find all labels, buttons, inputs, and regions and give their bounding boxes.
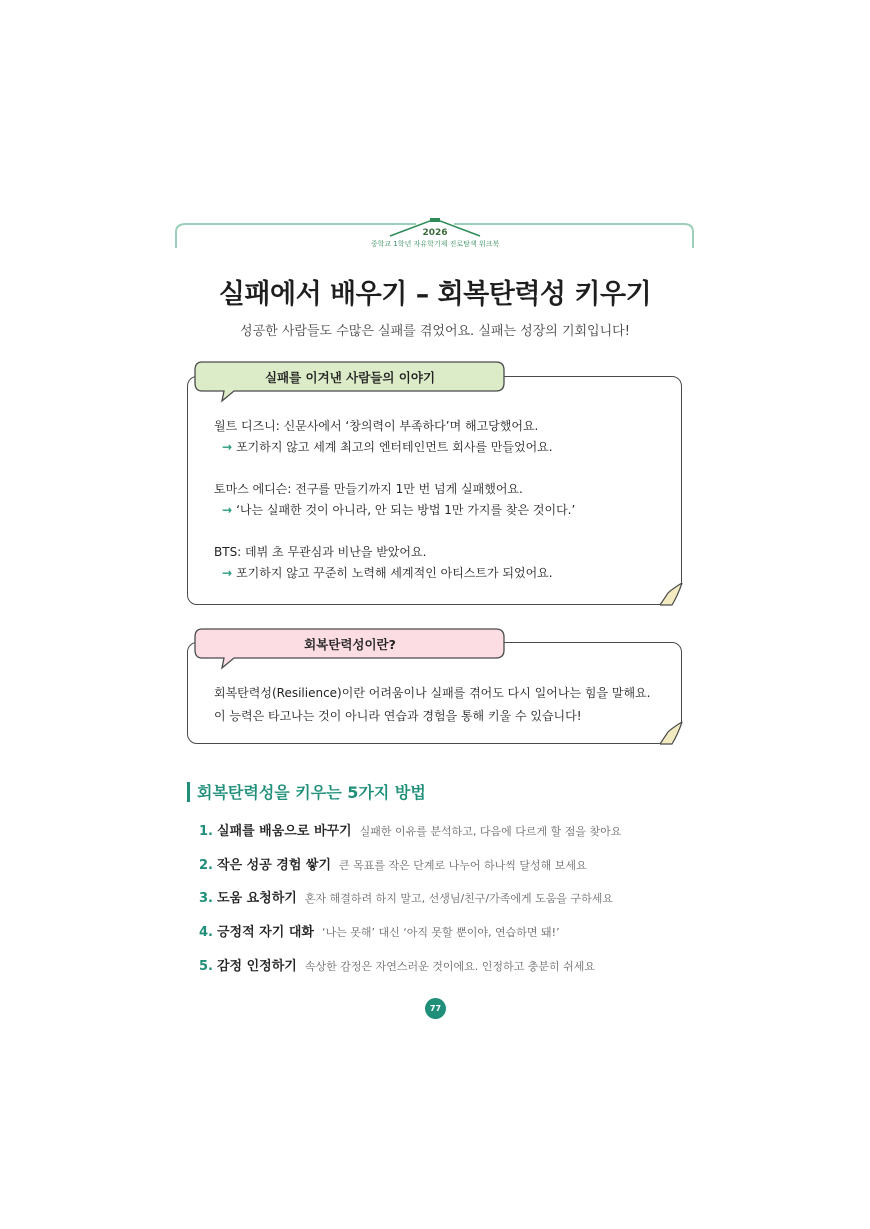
tip-description: 속상한 감정은 자연스러운 것이에요. 인정하고 충분히 쉬세요 xyxy=(304,960,595,973)
stories-tab-label: 실패를 이겨낸 사람들의 이야기 xyxy=(264,370,436,385)
definition-text xyxy=(214,682,650,728)
story-line: 토마스 에디슨: 전구를 만들기까지 1만 번 넘게 실패했어요. xyxy=(214,482,523,496)
story-result-text: 포기하지 않고 꾸준히 노력해 세계적인 아티스트가 되었어요. xyxy=(236,566,553,580)
arrow-icon: → xyxy=(222,566,233,580)
definition-line: 회복탄력성(Resilience)이란 어려움이나 실패를 겪어도 다시 일어나는 힘을 말해요. xyxy=(214,686,651,700)
story-item xyxy=(214,542,575,584)
tip-title: 실패를 배움으로 바꾸기 xyxy=(216,824,352,839)
tip-title: 감정 인정하기 xyxy=(216,959,297,974)
tip-description: 실패한 이유를 분석하고, 다음에 다르게 할 점을 찾아요 xyxy=(359,825,622,838)
tip-item xyxy=(199,854,587,873)
story-result-text: 포기하지 않고 세계 최고의 엔터테인먼트 회사를 만들었어요. xyxy=(236,440,553,454)
header-year: 2026 xyxy=(422,228,448,238)
definition-line: 이 능력은 타고나는 것이 아니라 연습과 경험을 통해 키울 수 있습니다! xyxy=(214,709,582,723)
arrow-icon: → xyxy=(222,503,233,517)
header-subtitle: 중학교 1학년 자유학기제 진로탐색 워크북 xyxy=(370,240,500,248)
tip-item xyxy=(199,921,560,940)
tip-number: 4. xyxy=(199,925,213,940)
tip-item xyxy=(199,955,595,974)
tip-title: 도움 요청하기 xyxy=(216,891,297,906)
story-item xyxy=(214,416,575,458)
tip-description: 큰 목표를 작은 단계로 나누어 하나씩 달성해 보세요 xyxy=(339,859,587,872)
story-result xyxy=(214,500,575,521)
tip-title: 작은 성공 경험 쌓기 xyxy=(216,858,332,873)
card-corner-fold xyxy=(660,583,683,606)
story-list xyxy=(214,416,575,584)
tip-number: 1. xyxy=(199,824,213,839)
card-corner-fold xyxy=(660,722,683,745)
arrow-icon: → xyxy=(222,440,233,454)
page-title: 실패에서 배우기 – 회복탄력성 키우기 xyxy=(218,279,652,310)
section-heading-bar xyxy=(187,782,190,802)
page-number: 77 xyxy=(425,998,446,1019)
story-result xyxy=(214,563,575,584)
tip-item xyxy=(199,887,613,906)
tip-description: 혼자 해결하려 하지 말고, 선생님/친구/가족에게 도움을 구하세요 xyxy=(304,892,614,905)
page-subtitle: 성공한 사람들도 수많은 실패를 겪었어요. 실패는 성장의 기회입니다! xyxy=(240,324,630,339)
story-line: BTS: 데뷔 초 무관심과 비난을 받았어요. xyxy=(214,545,427,559)
tip-number: 3. xyxy=(199,891,213,906)
story-result xyxy=(214,437,575,458)
tip-description: ‘나는 못해’ 대신 ‘아직 못할 뿐이야, 연습하면 돼!’ xyxy=(321,926,560,939)
tip-number: 2. xyxy=(199,858,213,873)
story-line: 월트 디즈니: 신문사에서 ‘창의력이 부족하다’며 해고당했어요. xyxy=(214,419,539,433)
story-result-text: ‘나는 실패한 것이 아니라, 안 되는 방법 1만 가지를 찾은 것이다.’ xyxy=(236,503,576,517)
tip-number: 5. xyxy=(199,959,213,974)
tip-item xyxy=(199,820,621,839)
tip-title: 긍정적 자기 대화 xyxy=(216,925,314,940)
header-frame xyxy=(0,0,870,260)
story-item xyxy=(214,479,575,521)
section-heading: 회복탄력성을 키우는 5가지 방법 xyxy=(197,783,426,802)
definition-tab-label: 회복탄력성이란? xyxy=(304,637,396,652)
